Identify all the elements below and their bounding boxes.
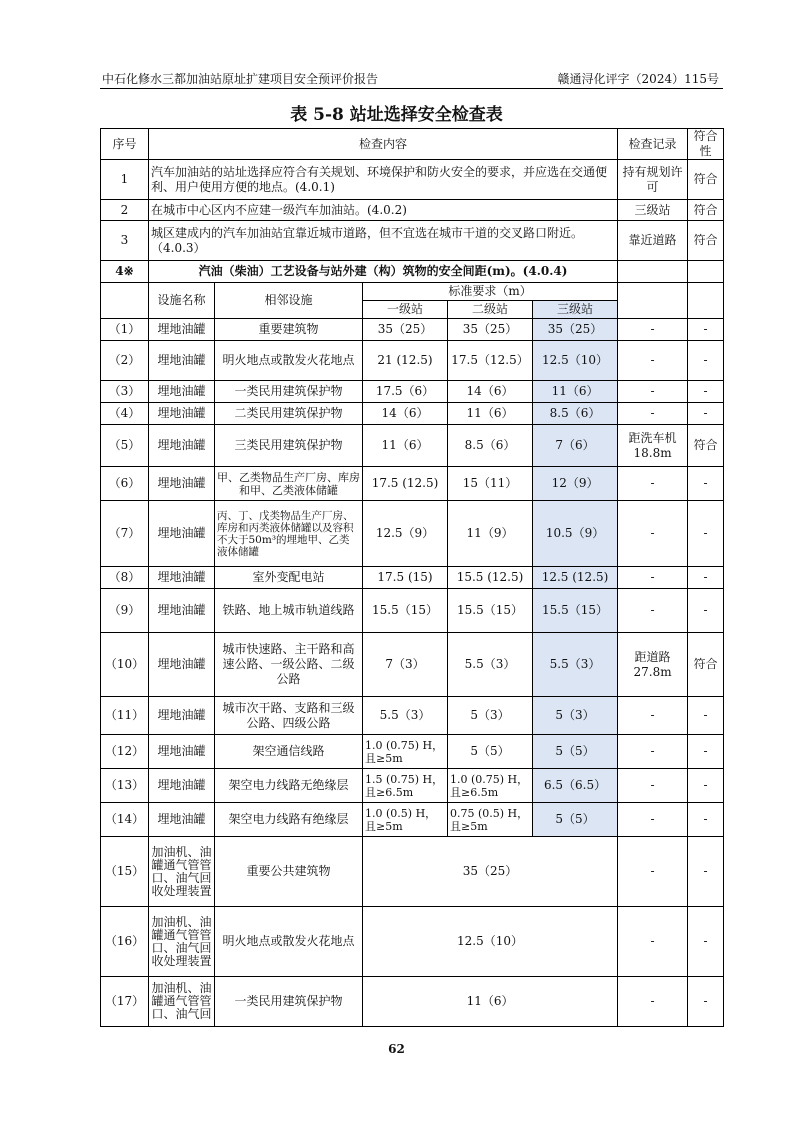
facility-header: 设施名称 (149, 283, 215, 319)
row-record: 三级站 (618, 200, 688, 221)
row-adjacent: 明火地点或散发火花地点 (215, 341, 363, 381)
row-level1: 35（25） (363, 319, 448, 341)
row-record: - (618, 403, 688, 425)
table-row (101, 403, 724, 425)
table-row (101, 837, 724, 907)
row-facility: 加油机、油罐通气管管口、油气回收处理装置 (149, 907, 215, 977)
row-no: （11） (101, 697, 149, 735)
row-result: - (688, 697, 724, 735)
row-no: 1 (101, 160, 149, 200)
row-record: 靠近道路 (618, 221, 688, 261)
row-level3: 7（6） (533, 425, 618, 467)
row-record: - (618, 589, 688, 633)
section-title: 汽油（柴油）工艺设备与站外建（构）筑物的安全间距(m)。(4.0.4) (149, 261, 618, 283)
row-content: 汽车加油站的站址选择应符合有关规划、环境保护和防火安全的要求，并应选在交通便利、用户使用方便的地点。(4.0.1) (149, 160, 618, 200)
row-level1: 17.5 (12.5) (363, 467, 448, 501)
row-level2: 1.0 (0.75) H，且≥6.5m (448, 769, 533, 803)
col-content-header: 检查内容 (149, 129, 618, 160)
table-caption: 表 5-8 站址选择安全检查表 (290, 105, 503, 125)
row-adjacent: 重要公共建筑物 (215, 837, 363, 907)
row-level3: 12.5（10） (533, 341, 618, 381)
row-level2: 17.5（12.5） (448, 341, 533, 381)
table-row (101, 977, 724, 1027)
row-level3: 5（5） (533, 735, 618, 769)
empty-cell (688, 261, 724, 283)
empty-cell (688, 283, 724, 319)
row-facility: 埋地油罐 (149, 501, 215, 567)
row-no: （15） (101, 837, 149, 907)
row-record: 距洗车机18.8m (618, 425, 688, 467)
row-result: - (688, 907, 724, 977)
table-row (101, 633, 724, 697)
table-row (101, 697, 724, 735)
table-row (101, 769, 724, 803)
row-result: - (688, 501, 724, 567)
row-level1: 11（6） (363, 425, 448, 467)
adjacent-header: 相邻设施 (215, 283, 363, 319)
row-level2: 15（11） (448, 467, 533, 501)
level2-header: 二级站 (448, 301, 533, 319)
row-record: - (618, 735, 688, 769)
row-adjacent: 明火地点或散发火花地点 (215, 907, 363, 977)
row-record: - (618, 567, 688, 589)
row-level2: 11（9） (448, 501, 533, 567)
report-title: 中石化修水三都加油站原址扩建项目安全预评价报告 (102, 72, 379, 86)
row-result: - (688, 381, 724, 403)
row-result: 符合 (688, 221, 724, 261)
row-level1: 1.0 (0.5) H，且≥5m (363, 803, 448, 837)
page-header (100, 70, 723, 89)
table-row (101, 589, 724, 633)
row-level2: 5.5（3） (448, 633, 533, 697)
row-no: （13） (101, 769, 149, 803)
row-level3: 11（6） (533, 381, 618, 403)
row-result: 符合 (688, 425, 724, 467)
row-facility: 埋地油罐 (149, 467, 215, 501)
row-no: （6） (101, 467, 149, 501)
row-record: - (618, 769, 688, 803)
row-no: （7） (101, 501, 149, 567)
col-no-header: 序号 (101, 129, 149, 160)
row-record: - (618, 977, 688, 1027)
row-record: - (618, 837, 688, 907)
page-number: 62 (388, 1042, 405, 1056)
empty-cell (618, 283, 688, 319)
row-no: （8） (101, 567, 149, 589)
row-level2: 5（5） (448, 735, 533, 769)
row-adjacent: 铁路、地上城市轨道线路 (215, 589, 363, 633)
section-4-row (101, 261, 724, 283)
row-result: - (688, 735, 724, 769)
row-facility: 埋地油罐 (149, 403, 215, 425)
row-result: - (688, 589, 724, 633)
row-level1: 7（3） (363, 633, 448, 697)
row-adjacent: 城市快速路、主干路和高速公路、一级公路、二级公路 (215, 633, 363, 697)
row-record: - (618, 319, 688, 341)
row-level3: 12.5 (12.5) (533, 567, 618, 589)
row-no: 2 (101, 200, 149, 221)
row-level1: 1.0 (0.75) H，且≥5m (363, 735, 448, 769)
row-facility: 埋地油罐 (149, 425, 215, 467)
row-no: （5） (101, 425, 149, 467)
row-facility: 加油机、油罐通气管管口、油气回 (149, 977, 215, 1027)
row-no: （3） (101, 381, 149, 403)
row-facility: 埋地油罐 (149, 319, 215, 341)
row-adjacent: 室外变配电站 (215, 567, 363, 589)
row-adjacent: 架空电力线路有绝缘层 (215, 803, 363, 837)
row-facility: 埋地油罐 (149, 735, 215, 769)
row-adjacent: 城市次干路、支路和三级公路、四级公路 (215, 697, 363, 735)
row-level1: 15.5（15） (363, 589, 448, 633)
row-no: （1） (101, 319, 149, 341)
row-level2: 8.5（6） (448, 425, 533, 467)
row-record: - (618, 501, 688, 567)
row-record: - (618, 697, 688, 735)
row-no: （17） (101, 977, 149, 1027)
row-result: - (688, 403, 724, 425)
standard-header: 标准要求（m） (363, 283, 618, 301)
row-merged-standard: 11（6） (363, 977, 618, 1027)
row-level3: 8.5（6） (533, 403, 618, 425)
row-level1: 14（6） (363, 403, 448, 425)
row-record: - (618, 467, 688, 501)
row-level3: 5.5（3） (533, 633, 618, 697)
row-no: （14） (101, 803, 149, 837)
row-adjacent: 丙、丁、戊类物品生产厂房、库房和丙类液体储罐以及容积不大于50m³的埋地甲、乙类液体储罐 (215, 501, 363, 567)
row-adjacent: 重要建筑物 (215, 319, 363, 341)
row-content: 城区建成内的汽车加油站宜靠近城市道路，但不宜选在城市干道的交叉路口附近。（4.0.3） (149, 221, 618, 261)
table-row (101, 341, 724, 381)
row-no: （12） (101, 735, 149, 769)
row-record: - (618, 341, 688, 381)
empty-cell (618, 261, 688, 283)
row-level2: 5（3） (448, 697, 533, 735)
table-row (101, 907, 724, 977)
table-row (101, 567, 724, 589)
row-content: 在城市中心区内不应建一级汽车加油站。(4.0.2) (149, 200, 618, 221)
row-level2: 15.5（15） (448, 589, 533, 633)
row-result: 符合 (688, 200, 724, 221)
table-row (101, 735, 724, 769)
table-row (101, 803, 724, 837)
empty-cell (101, 283, 149, 319)
row-level3: 10.5（9） (533, 501, 618, 567)
row-adjacent: 一类民用建筑保护物 (215, 381, 363, 403)
row-level3: 35（25） (533, 319, 618, 341)
report-number: 赣通浔化评字（2024）115号 (557, 72, 719, 86)
row-result: - (688, 467, 724, 501)
row-facility: 埋地油罐 (149, 769, 215, 803)
row-no: （2） (101, 341, 149, 381)
row-merged-standard: 35（25） (363, 837, 618, 907)
sub-header-row (101, 283, 724, 301)
row-level2: 15.5 (12.5) (448, 567, 533, 589)
safety-check-table (100, 128, 724, 1027)
row-level3: 5（3） (533, 697, 618, 735)
row-result: - (688, 977, 724, 1027)
row-level3: 5（5） (533, 803, 618, 837)
row-no: 3 (101, 221, 149, 261)
row-record: - (618, 381, 688, 403)
row-record: - (618, 907, 688, 977)
row-level2: 0.75 (0.5) H，且≥5m (448, 803, 533, 837)
row-result: - (688, 769, 724, 803)
row-result: - (688, 319, 724, 341)
row-adjacent: 二类民用建筑保护物 (215, 403, 363, 425)
row-adjacent: 架空电力线路无绝缘层 (215, 769, 363, 803)
row-level3: 15.5（15） (533, 589, 618, 633)
row-facility: 埋地油罐 (149, 381, 215, 403)
row-level1: 17.5（6） (363, 381, 448, 403)
row-record: - (618, 803, 688, 837)
row-record: 距道路27.8m (618, 633, 688, 697)
table-row (101, 200, 724, 221)
row-result: - (688, 567, 724, 589)
row-facility: 埋地油罐 (149, 567, 215, 589)
table-row (101, 319, 724, 341)
row-no: （4） (101, 403, 149, 425)
row-adjacent: 甲、乙类物品生产厂房、库房和甲、乙类液体储罐 (215, 467, 363, 501)
col-record-header: 检查记录 (618, 129, 688, 160)
row-no: （16） (101, 907, 149, 977)
row-facility: 埋地油罐 (149, 633, 215, 697)
row-result: - (688, 837, 724, 907)
row-merged-standard: 12.5（10） (363, 907, 618, 977)
row-level1: 21 (12.5) (363, 341, 448, 381)
col-result-header: 符合性 (688, 129, 724, 160)
row-facility: 埋地油罐 (149, 589, 215, 633)
row-level3: 6.5（6.5） (533, 769, 618, 803)
row-no: （9） (101, 589, 149, 633)
row-result: 符合 (688, 633, 724, 697)
table-row (101, 381, 724, 403)
table-row (101, 501, 724, 567)
table-row (101, 160, 724, 200)
row-no: （10） (101, 633, 149, 697)
row-level1: 12.5（9） (363, 501, 448, 567)
row-adjacent: 一类民用建筑保护物 (215, 977, 363, 1027)
table-row (101, 467, 724, 501)
row-result: - (688, 803, 724, 837)
table-row (101, 425, 724, 467)
row-level2: 14（6） (448, 381, 533, 403)
row-level1: 1.5 (0.75) H，且≥6.5m (363, 769, 448, 803)
row-adjacent: 三类民用建筑保护物 (215, 425, 363, 467)
row-level1: 17.5 (15) (363, 567, 448, 589)
level1-header: 一级站 (363, 301, 448, 319)
row-record: 持有规划许可 (618, 160, 688, 200)
row-facility: 埋地油罐 (149, 803, 215, 837)
row-result: - (688, 341, 724, 381)
row-facility: 埋地油罐 (149, 341, 215, 381)
table-row (101, 221, 724, 261)
row-level1: 5.5（3） (363, 697, 448, 735)
table-header-row (101, 129, 724, 160)
row-facility: 加油机、油罐通气管管口、油气回收处理装置 (149, 837, 215, 907)
row-result: 符合 (688, 160, 724, 200)
row-level2: 35（25） (448, 319, 533, 341)
row-level3: 12（9） (533, 467, 618, 501)
row-facility: 埋地油罐 (149, 697, 215, 735)
level3-header: 三级站 (533, 301, 618, 319)
section-no: 4※ (101, 261, 149, 283)
row-adjacent: 架空通信线路 (215, 735, 363, 769)
row-level2: 11（6） (448, 403, 533, 425)
